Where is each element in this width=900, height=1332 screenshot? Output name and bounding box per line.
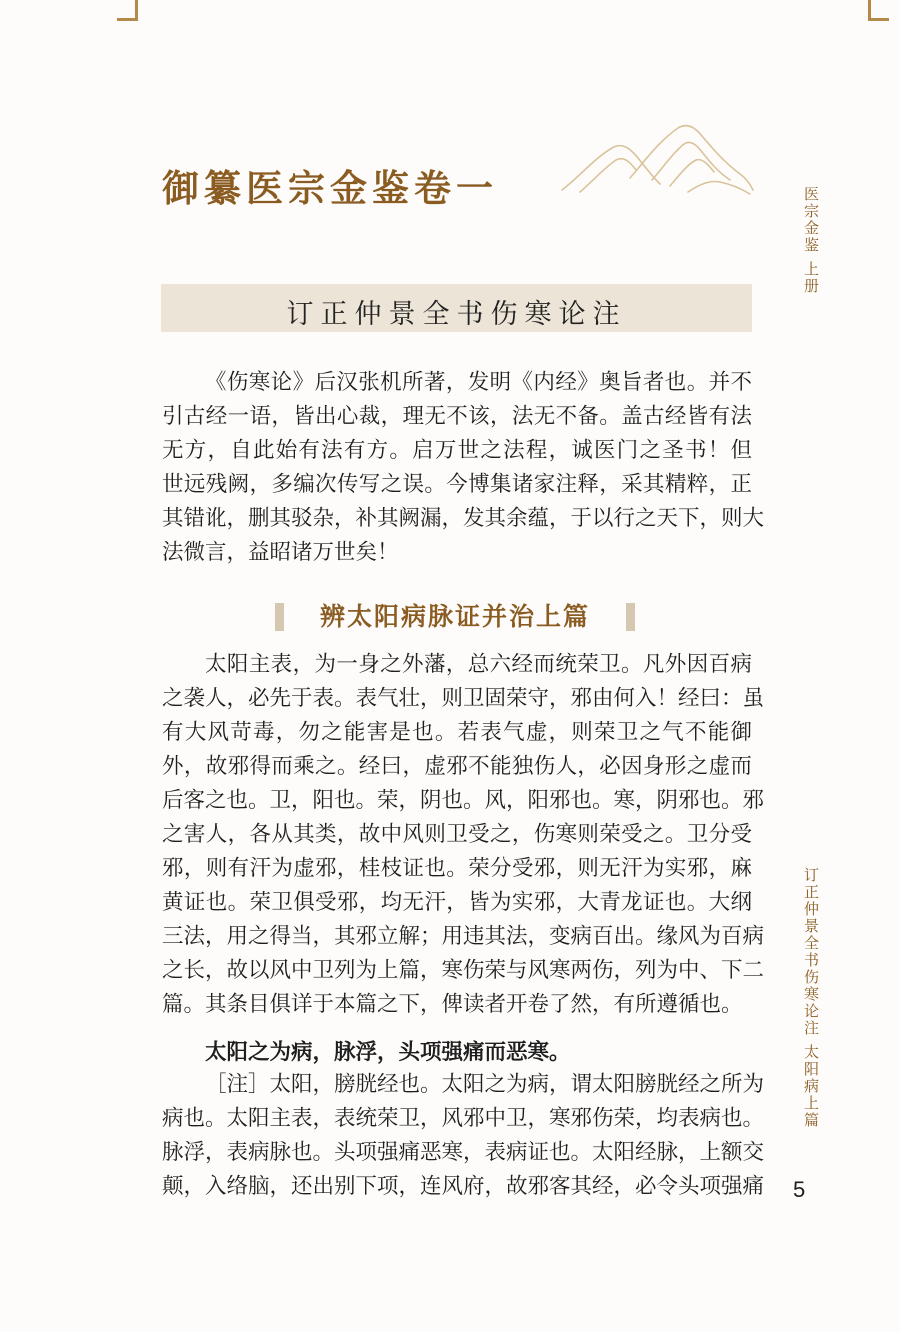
text-line: 邪，则有汗为虚邪，桂枝证也。荣分受邪，则无汗为实邪，麻 bbox=[162, 856, 752, 881]
text-line: 其错讹，删其驳杂，补其阙漏，发其余蕴，于以行之天下，则大 bbox=[162, 506, 765, 531]
text-line: 《伤寒论》后汉张机所著，发明《内经》奥旨者也。并不 bbox=[205, 370, 752, 395]
text-line: 引古经一语，皆出心裁，理无不该，法无不备。盖古经皆有法 bbox=[162, 404, 752, 429]
crop-mark-left bbox=[117, 0, 138, 21]
annotation-paragraph bbox=[162, 1068, 765, 1204]
text-line: 无方，自此始有法有方。启万世之法程，诚医门之圣书！但 bbox=[162, 438, 752, 463]
text-line: 颠，入络脑，还出别下项，连风府，故邪客其经，必令头项强痛 bbox=[162, 1174, 765, 1199]
text-line: 之害人，各从其类，故中风则卫受之，伤寒则荣受之。卫分受 bbox=[162, 822, 752, 847]
intro-paragraph bbox=[162, 366, 765, 570]
text-line: 篇。其条目俱详于本篇之下，俾读者开卷了然，有所遵循也。 bbox=[162, 992, 743, 1017]
text-line: ［注］太阳，膀胱经也。太阳之为病，谓太阳膀胱经之所为 bbox=[205, 1072, 765, 1097]
text-line: 后客之也。卫，阳也。荣，阴也。风，阳邪也。寒，阴邪也。邪 bbox=[162, 788, 765, 813]
text-line: 外，故邪得而乘之。经曰，虚邪不能独伤人，必因身形之虚而 bbox=[162, 754, 752, 779]
classic-quote bbox=[162, 1036, 752, 1070]
text-line: 之袭人，必先于表。表气壮，则卫固荣守，邪由何入！经曰：虽 bbox=[162, 686, 765, 711]
chapter-title: 御纂医宗金鉴卷一 bbox=[162, 166, 498, 210]
section-title: 订正仲景全书伤寒论注 bbox=[286, 299, 627, 330]
mountain-ornament-icon bbox=[560, 118, 755, 198]
section-banner bbox=[161, 284, 752, 332]
running-header-section: 订正仲景全书伤寒论注 太阳病上篇 bbox=[802, 867, 820, 1129]
text-line: 病也。太阳主表，表统荣卫，风邪中卫，寒邪伤荣，均表病也。 bbox=[162, 1106, 765, 1131]
text-line: 黄证也。荣卫俱受邪，均无汗，皆为实邪，大青龙证也。大纲 bbox=[162, 890, 752, 915]
running-header-book: 医宗金鉴 上册 bbox=[802, 185, 820, 295]
text-line: 三法，用之得当，其邪立解；用违其法，变病百出。缘风为百病 bbox=[162, 924, 765, 949]
sub-heading bbox=[275, 598, 635, 636]
text-line: 脉浮，表病脉也。头项强痛恶寒，表病证也。太阳经脉，上额交 bbox=[162, 1140, 765, 1165]
heading-bar-right bbox=[626, 603, 635, 631]
text-line: 之长，故以风中卫列为上篇，寒伤荣与风寒两伤，列为中、下二 bbox=[162, 958, 765, 983]
text-line: 法微言，益昭诸万世矣！ bbox=[162, 540, 399, 565]
main-paragraph bbox=[162, 648, 765, 1022]
text-line: 世远残阙，多编次传写之误。今博集诸家注释，采其精粹，正 bbox=[162, 472, 752, 497]
page-number: 5 bbox=[793, 1177, 806, 1202]
text-line: 太阳主表，为一身之外藩，总六经而统荣卫。凡外因百病 bbox=[205, 652, 752, 677]
sub-heading-title: 辨太阳病脉证并治上篇 bbox=[319, 602, 590, 631]
quote-line: 太阳之为病，脉浮，头项强痛而恶寒。 bbox=[205, 1040, 571, 1065]
crop-mark-right bbox=[868, 0, 889, 21]
text-line: 有大风苛毒，勿之能害是也。若表气虚，则荣卫之气不能御 bbox=[162, 720, 752, 745]
